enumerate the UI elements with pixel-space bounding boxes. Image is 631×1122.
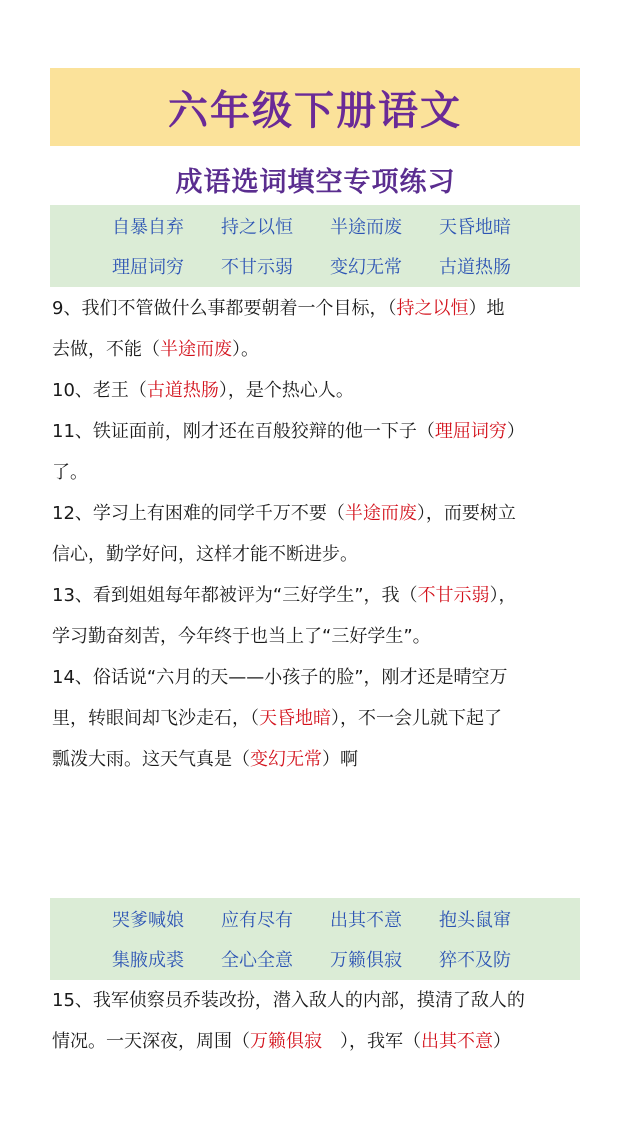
question-line bbox=[52, 329, 592, 370]
question-line bbox=[52, 980, 592, 1021]
question-text: 了。 bbox=[52, 462, 88, 483]
question-text: ），不一会儿就下起了 bbox=[331, 708, 502, 729]
question-text: 11、铁证面前，刚才还在百般狡辩的他一下子（ bbox=[52, 421, 435, 442]
idiom-option: 理屈词穷 bbox=[112, 257, 184, 278]
question-line bbox=[52, 698, 592, 739]
question-text: 13、看到姐姐每年都被评为“三好学生”，我（ bbox=[52, 585, 418, 606]
question-item bbox=[52, 411, 592, 493]
question-line bbox=[52, 534, 592, 575]
question-item bbox=[52, 370, 592, 411]
answer-text: 不甘示弱 bbox=[417, 585, 490, 606]
idiom-option: 天昏地暗 bbox=[439, 217, 511, 238]
idiom-option: 猝不及防 bbox=[439, 950, 511, 971]
question-line bbox=[52, 370, 592, 411]
word-row bbox=[50, 939, 580, 979]
answer-text: 半途而废 bbox=[344, 503, 417, 524]
page-title: 六年级下册语文 bbox=[168, 87, 462, 134]
word-row bbox=[50, 246, 580, 286]
question-text: ），是个热心人。 bbox=[218, 380, 354, 401]
answer-text: 理屈词穷 bbox=[434, 421, 507, 442]
question-line bbox=[52, 616, 592, 657]
word-row bbox=[50, 899, 580, 939]
question-text: 里，转眼间却飞沙走石，（ bbox=[52, 708, 259, 729]
answer-text: 出其不意 bbox=[421, 1031, 493, 1052]
question-text: ）地 bbox=[468, 298, 505, 319]
idiom-option: 全心全意 bbox=[221, 950, 293, 971]
question-text: ），而要树立 bbox=[416, 503, 516, 524]
question-text: 15、我军侦察员乔装改扮，潜入敌人的内部，摸清了敌人的 bbox=[52, 990, 525, 1011]
question-text: ）， bbox=[489, 585, 517, 606]
question-list bbox=[52, 980, 592, 1062]
question-line bbox=[52, 739, 592, 780]
answer-text: 持之以恒 bbox=[396, 298, 469, 319]
question-text: ）。 bbox=[232, 339, 259, 360]
question-text: 去做，不能（ bbox=[52, 339, 160, 360]
question-text: ）啊 bbox=[322, 749, 358, 770]
idiom-option: 应有尽有 bbox=[221, 910, 293, 931]
question-item bbox=[52, 657, 592, 780]
answer-text: 天昏地暗 bbox=[259, 708, 331, 729]
question-item bbox=[52, 980, 592, 1062]
word-row bbox=[50, 206, 580, 246]
idiom-option: 古道热肠 bbox=[439, 257, 511, 278]
question-item bbox=[52, 288, 592, 370]
question-item bbox=[52, 575, 592, 657]
answer-text: 变幻无常 bbox=[250, 749, 322, 770]
idiom-option: 不甘示弱 bbox=[221, 257, 293, 278]
answer-text: 万籁俱寂 bbox=[250, 1031, 340, 1052]
question-list bbox=[52, 288, 592, 780]
page-subtitle: 成语选词填空专项练习 bbox=[175, 167, 456, 198]
idiom-option: 持之以恒 bbox=[221, 217, 293, 238]
idiom-option: 集腋成裘 bbox=[112, 950, 184, 971]
answer-text: 半途而废 bbox=[160, 339, 232, 360]
word-bank bbox=[50, 205, 580, 287]
question-text: 瓢泼大雨。这天气真是（ bbox=[52, 749, 250, 770]
question-text: ） bbox=[493, 1031, 511, 1052]
question-text: 9、我们不管做什么事都要朝着一个目标，（ bbox=[52, 298, 397, 319]
question-line bbox=[52, 493, 592, 534]
idiom-option: 半途而废 bbox=[330, 217, 402, 238]
question-text: 学习勤奋刻苦，今年终于也当上了“三好学生”。 bbox=[52, 626, 431, 647]
question-item bbox=[52, 493, 592, 575]
question-line bbox=[52, 288, 592, 329]
question-line bbox=[52, 1021, 592, 1062]
answer-text: 古道热肠 bbox=[146, 380, 219, 401]
idiom-option: 万籁俱寂 bbox=[330, 950, 402, 971]
title-banner bbox=[50, 68, 580, 146]
question-text: 情况。一天深夜，周围（ bbox=[52, 1031, 250, 1052]
question-line bbox=[52, 575, 592, 616]
question-text: 10、老王（ bbox=[52, 380, 147, 401]
question-text: 信心，勤学好问，这样才能不断进步。 bbox=[52, 544, 358, 565]
question-text: ），我军（ bbox=[340, 1031, 421, 1052]
question-line bbox=[52, 657, 592, 698]
question-line bbox=[52, 411, 592, 452]
idiom-option: 抱头鼠窜 bbox=[439, 910, 511, 931]
idiom-option: 哭爹喊娘 bbox=[112, 910, 184, 931]
question-text: 14、俗话说“六月的天——小孩子的脸”，刚才还是晴空万 bbox=[52, 667, 508, 688]
idiom-option: 出其不意 bbox=[330, 910, 402, 931]
question-text: 12、学习上有困难的同学千万不要（ bbox=[52, 503, 345, 524]
question-line bbox=[52, 452, 592, 493]
question-text: ） bbox=[506, 421, 525, 442]
idiom-option: 变幻无常 bbox=[330, 257, 402, 278]
idiom-option: 自暴自弃 bbox=[112, 217, 184, 238]
word-bank bbox=[50, 898, 580, 980]
